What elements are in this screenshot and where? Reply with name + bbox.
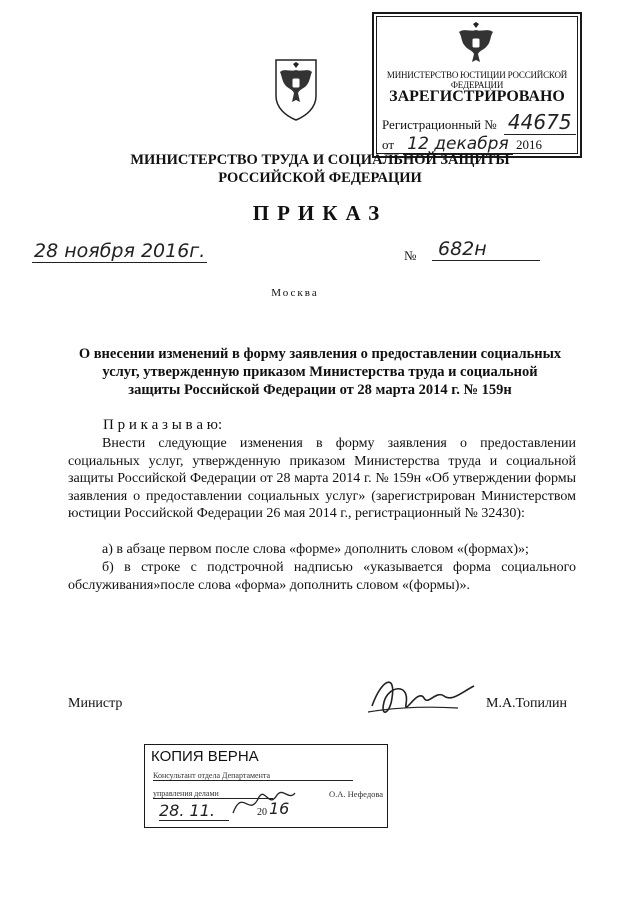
body-item-b: б) в строке с подстрочной надписью «указывается форма социального обслуживания»после слова «форма» дополнить словом «(формы)». (68, 560, 576, 593)
order-city: Москва (271, 287, 319, 299)
stamp-year: 2016 (515, 137, 542, 152)
copy-stamp-signature-icon (229, 783, 299, 823)
signature-position: Министр (68, 696, 123, 711)
stamp-date-row (382, 134, 542, 154)
order-title-line3: защиты Российской Федерации от 28 марта 2014 г. № 159н (128, 382, 512, 398)
registration-stamp (372, 12, 582, 158)
document-type-title: ПРИКАЗ (252, 201, 388, 225)
copy-stamp-position: Консультант отдела Департамента (153, 771, 353, 781)
order-number-handwritten: 682н (432, 238, 540, 261)
stamp-reg-number-label: Регистрационный № (382, 117, 497, 132)
stamp-date-prefix: от (382, 137, 395, 152)
signature-name: М.А.Топилин (486, 696, 568, 711)
order-date-handwritten: 28 ноября 2016г. (34, 240, 206, 262)
ministry-name-line1: МИНИСТЕРСТВО ТРУДА И СОЦИАЛЬНОЙ ЗАЩИТЫ (130, 152, 510, 168)
copy-stamp-year-prefix: 20 (257, 807, 267, 818)
copy-stamp-date: 28. 11. (159, 801, 229, 821)
eagle-emblem-icon (456, 22, 496, 66)
order-title-line2: услуг, утвержденную приказом Министерства труда и социальной (102, 364, 538, 380)
coat-of-arms-icon (270, 56, 322, 122)
stamp-reg-number: 44675 (504, 110, 576, 135)
stamp-reg-number-row (382, 110, 576, 134)
stamp-ministry-name: МИНИСТЕРСТВО ЮСТИЦИИ РОССИЙСКОЙ ФЕДЕРАЦИИ (386, 70, 568, 90)
copy-stamp-title: КОПИЯ ВЕРНА (151, 748, 259, 765)
copy-stamp-department: управления делами (153, 789, 273, 799)
handwritten-signature-icon (362, 668, 482, 728)
copy-stamp-year: 16 (269, 799, 290, 818)
copy-certified-stamp (144, 744, 388, 828)
ministry-name-line2: РОССИЙСКОЙ ФЕДЕРАЦИИ (218, 170, 422, 186)
order-number-prefix: № (404, 248, 417, 263)
body-paragraph-main: Внести следующие изменения в форму заявления о предоставлении социальных услуг, утвержденную приказом Министерства труда и социальной защиты Российской Федерации от 28 марта 2014 г. № 159н «Об утверждении формы заявления о предоставлении социальных услуг» (зарегистрирован Министерством юстиции Российской Федерации 26 мая 2014 г., регистрационный № 32430): (68, 436, 576, 521)
stamp-registered-label: ЗАРЕГИСТРИРОВАНО (389, 88, 565, 105)
prikazyvayu-label: П р и к а з ы в а ю: (103, 417, 223, 433)
order-title-line1: О внесении изменений в форму заявления о предоставлении социальных (78, 346, 562, 362)
stamp-date-handwritten: 12 декабря (403, 134, 512, 155)
body-item-a: а) в абзаце первом после слова «форме» дополнить словом «(формах)»; (102, 542, 529, 557)
copy-stamp-signer: О.А. Нефедова (329, 789, 384, 799)
